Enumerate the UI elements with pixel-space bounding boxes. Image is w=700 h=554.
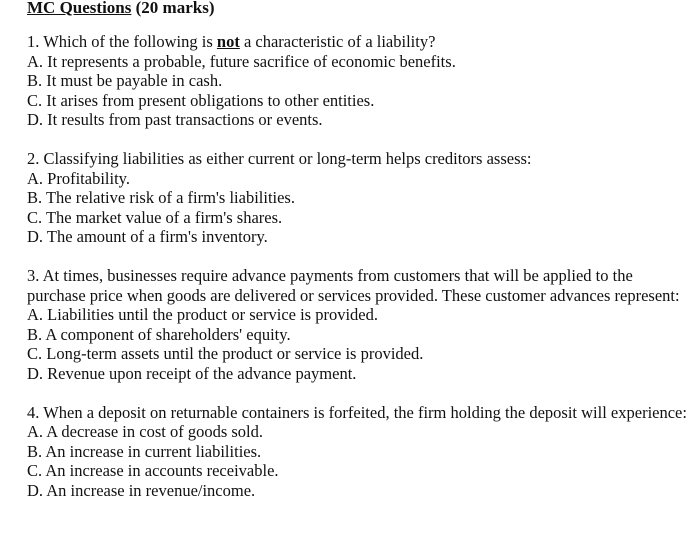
title-text: MC Questions [27, 0, 132, 17]
option-a: A. A decrease in cost of goods sold. [27, 422, 264, 442]
option-d: D. An increase in revenue/income. [27, 480, 256, 500]
question-sheet [27, 0, 692, 519]
option-d: D. The amount of a firm's inventory. [27, 227, 268, 247]
question-stem: 2. Classifying liabilities as either current or long-term helps creditors assess: [27, 148, 532, 168]
option-a: A. Profitability. [27, 168, 130, 188]
option-b: B. It must be payable in cash. [27, 71, 223, 91]
option-b: B. An increase in current liabilities. [27, 441, 262, 461]
stem-text-before: 1. Which of the following is [27, 32, 217, 51]
question-2 [27, 149, 692, 247]
question-stem: 3. At times, businesses require advance payments from customers that will be applied to the purchase price when goods are delivered or services provided. These customer advances represent: [27, 265, 680, 305]
page-title [27, 0, 692, 18]
option-d: D. It results from past transactions or events. [27, 110, 323, 130]
option-d: D. Revenue upon receipt of the advance payment. [27, 363, 357, 383]
option-a: A. Liabilities until the product or service is provided. [27, 305, 379, 325]
question-1 [27, 32, 692, 130]
question-stem [27, 32, 692, 52]
option-c: C. Long-term assets until the product or service is provided. [27, 344, 424, 364]
option-c: C. It arises from present obligations to other entities. [27, 90, 375, 110]
option-c: C. The market value of a firm's shares. [27, 207, 283, 227]
option-a: A. It represents a probable, future sacrifice of economic benefits. [27, 51, 456, 71]
option-b: B. A component of shareholders' equity. [27, 324, 291, 344]
question-3 [27, 266, 692, 384]
stem-text-after: a characteristic of a liability? [239, 32, 436, 51]
marks-text: (20 marks) [131, 0, 215, 17]
question-4 [27, 403, 692, 501]
stem-emphasis: not [216, 32, 240, 51]
question-stem: 4. When a deposit on returnable containers is forfeited, the firm holding the deposit will experience: [27, 402, 687, 422]
option-c: C. An increase in accounts receivable. [27, 461, 279, 481]
option-b: B. The relative risk of a firm's liabilities. [27, 188, 295, 208]
